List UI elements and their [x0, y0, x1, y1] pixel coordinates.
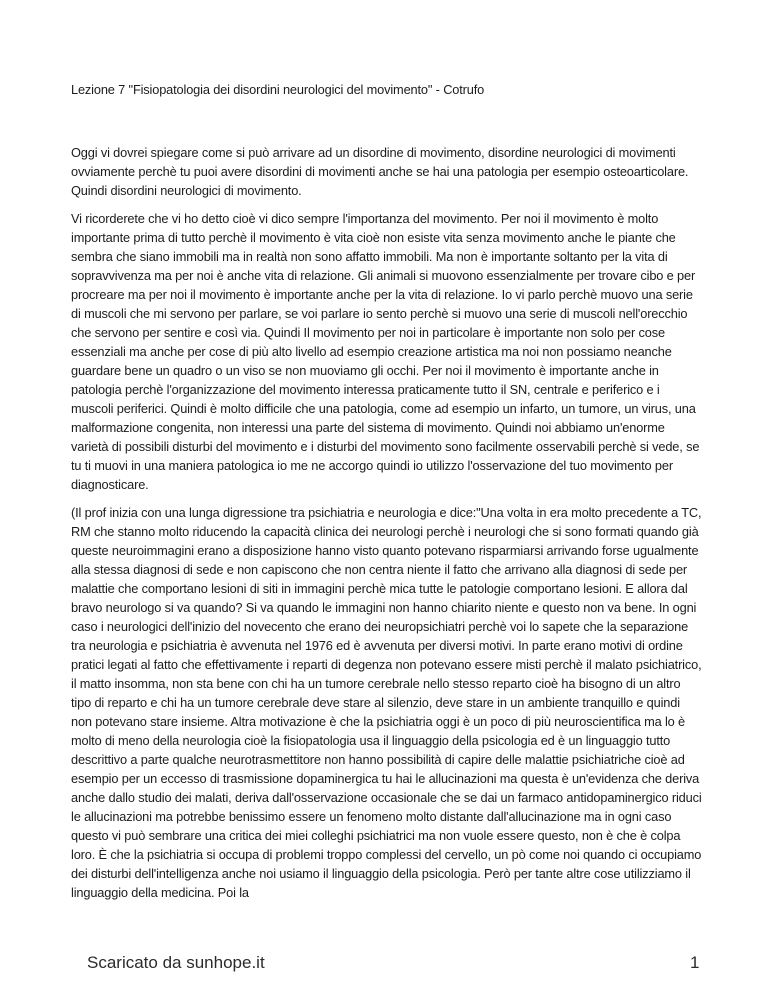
- document-paragraph: Vi ricorderete che vi ho detto cioè vi dico sempre l'importanza del movimento. Per noi il movimento è molto importante prima di tutto perchè il movimento è vita cioè non esiste vita senza movimento anche le piante che sembra che siano immobili ma in realtà non sono affatto immobili. Ma non è importante soltanto per la vita di sopravvivenza ma per noi è anche vita di relazione. Gli animali si muovono essenzialmente per trovare cibo e per procreare ma per noi il movimento è importante anche per la vita di relazione. Io vi parlo perchè muovo una serie di muscoli che mi servono per parlare, se voi parlare io sento perchè si muovo una serie di muscoli nell'orecchio che servono per sentire e così via. Quindi Il movimento per noi in particolare è importante non solo per cose essenziali ma anche per cose di più alto livello ad esempio creazione artistica ma noi non possiamo neanche guardare bene un quadro o un viso se non muoviamo gli occhi. Per noi il movimento è importante anche in patologia perchè l'organizzazione del movimento interessa praticamente tutto il SN, centrale e periferico e i muscoli periferici. Quindi è molto difficile che una patologia, come ad esempio un infarto, un tumore, un virus, una malformazione congenita, non interessi una parte del sistema di movimento. Quindi noi abbiamo un'enorme varietà di possibili disturbi del movimento e i disturbi del movimento sono facilmente osservabili perchè si vede, se tu ti muovi in una maniera patologica io me ne accorgo quindi io utilizzo l'osservazione del tuo movimento per diagnosticare.: [71, 211, 703, 492]
- document-paragraph: (Il prof inizia con una lunga digressione tra psichiatria e neurologia e dice:"Una volta in era molto precedente a TC, RM che stanno molto riducendo la capacità clinica dei neurologi perchè i neurologi che si sono formati quando già queste neuroimmagini erano a disposizione hanno visto quanto potevano risparmiarsi arrivando forse ugualmente alla stessa diagnosi di sede e non capiscono che non centra niente il fatto che arrivano alla diagnosi di sede per malattie che comportano lesioni di siti in immagini perchè mica tutte le patologie comportano lesioni. E allora dal bravo neurologo si va quando? Si va quando le immagini non hanno chiarito niente e questo non va bene. In ogni caso i neurologici dell'inizio del novecento che erano dei neuropsichiatri perchè voi lo sapete che la separazione tra neurologia e psichiatria è avvenuta nel 1976 ed è avvenuta per diversi motivi. In parte erano motivi di ordine pratici legati al fatto che effettivamente i reparti di degenza non potevano essere misti perchè il malato psichiatrico, il matto insomma, non sta bene con chi ha un tumore cerebrale nello stesso reparto cioè ha bisogno di un altro tipo di reparto e chi ha un tumore cerebrale deve stare al silenzio, deve stare in un ambiente tranquillo e quindi non potevano stare insieme. Altra motivazione è che la psichiatria oggi è un poco di più neuroscientifica ma lo è molto di meno della neurologia cioè la fisiopatologia usa il linguaggio della psicologia ed è un linguaggio tutto descrittivo a parte qualche neurotrasmettitore non hanno possibilità di capire delle malattie psichiatriche cioè ad esempio per un eccesso di trasmissione dopaminergica tu hai le allucinazioni ma questa è un'evidenza che deriva anche dallo studio dei malati, deriva dall'osservazione occasionale che se dai un farmaco antidopaminergico riduci le allucinazioni ma potrebbe benissimo essere un fenomeno molto distante dall'allucinazione ma in ogni caso questo vi può sembrare una critica dei miei colleghi psichiatrici ma non vuole essere questo, non è che è colpa loro. È che la psichiatria si occupa di problemi troppo complessi del cervello, un pò come noi quando ci occupiamo dei disturbi dell'intelligenza anche noi usiamo il linguaggio della psicologia. Però per tante altre cose utilizziamo il linguaggio della medicina. Poi la: [71, 505, 705, 900]
- page-title: Lezione 7 "Fisiopatologia dei disordini neurologici del movimento" - Cotrufo: [71, 82, 485, 97]
- footer-page-number: 1: [690, 953, 700, 972]
- document-paragraph: Oggi vi dovrei spiegare come si può arrivare ad un disordine di movimento, disordine neurologici di movimenti ovviamente perchè tu puoi avere disordini di movimenti anche se hai una patologia per esempio osteoarticolare. Quindi disordini neurologici di movimento.: [71, 145, 696, 198]
- footer-source-text: Scaricato da sunhope.it: [87, 953, 265, 972]
